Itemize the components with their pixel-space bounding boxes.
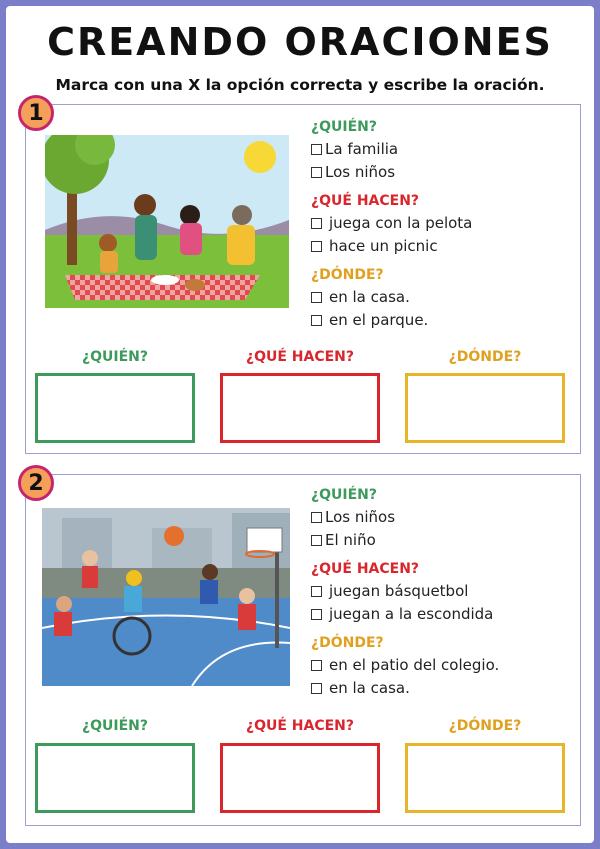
who-group [311, 119, 571, 184]
options-panel [311, 487, 571, 709]
where-group [311, 635, 571, 700]
who-heading: ¿QUIÉN? [311, 119, 378, 135]
option-label: juegan básquetbol [329, 582, 469, 600]
option-label: juegan a la escondida [329, 605, 494, 623]
option-item [311, 677, 571, 700]
answer-what-label: ¿QUÉ HACEN? [245, 349, 355, 365]
answer-who-label: ¿QUIÉN? [81, 718, 148, 734]
checkbox[interactable] [311, 660, 322, 671]
answer-where-box[interactable] [405, 373, 565, 443]
option-item [311, 235, 571, 258]
answer-who-box[interactable] [35, 743, 195, 813]
answer-what-label: ¿QUÉ HACEN? [245, 718, 355, 734]
checkbox[interactable] [311, 683, 322, 694]
option-label: juega con la pelota [329, 214, 473, 232]
who-group [311, 487, 571, 552]
option-item [311, 529, 571, 552]
instruction-text: Marca con una X la opción correcta y escribe la oración. [55, 76, 545, 94]
option-item [311, 138, 571, 161]
option-label: Los niños [325, 163, 396, 181]
checkbox[interactable] [311, 292, 322, 303]
where-group [311, 267, 571, 332]
exercise-number-badge: 2 [18, 465, 54, 501]
checkbox[interactable] [311, 586, 322, 597]
what-heading: ¿QUÉ HACEN? [311, 561, 420, 577]
answer-where-box[interactable] [405, 743, 565, 813]
option-item [311, 603, 571, 626]
checkbox[interactable] [311, 609, 322, 620]
answer-who-label: ¿QUIÉN? [81, 349, 148, 365]
option-item [311, 286, 571, 309]
option-item [311, 309, 571, 332]
worksheet-page [6, 6, 594, 843]
options-panel [311, 119, 571, 341]
option-item [311, 161, 571, 184]
option-label: en la casa. [329, 288, 410, 306]
option-label: en el parque. [329, 311, 429, 329]
page-title: CREANDO ORACIONES [47, 20, 553, 64]
option-item [311, 506, 571, 529]
answer-what-box[interactable] [220, 743, 380, 813]
basketball-illustration [42, 508, 290, 686]
option-item [311, 212, 571, 235]
exercise-2 [25, 470, 581, 826]
checkbox[interactable] [311, 535, 322, 546]
where-heading: ¿DÓNDE? [311, 267, 384, 283]
checkbox[interactable] [311, 241, 322, 252]
what-heading: ¿QUÉ HACEN? [311, 193, 420, 209]
checkbox[interactable] [311, 144, 322, 155]
option-label: hace un picnic [329, 237, 438, 255]
checkbox[interactable] [311, 315, 322, 326]
option-label: en la casa. [329, 679, 410, 697]
option-label: La familia [325, 140, 399, 158]
option-label: en el patio del colegio. [329, 656, 500, 674]
answer-who-box[interactable] [35, 373, 195, 443]
option-label: El niño [325, 531, 376, 549]
answer-what-box[interactable] [220, 373, 380, 443]
what-group [311, 561, 571, 626]
option-item [311, 580, 571, 603]
who-heading: ¿QUIÉN? [311, 487, 378, 503]
what-group [311, 193, 571, 258]
checkbox[interactable] [311, 167, 322, 178]
exercise-1 [25, 100, 581, 454]
option-item [311, 654, 571, 677]
answer-where-label: ¿DÓNDE? [448, 718, 522, 734]
option-label: Los niños [325, 508, 396, 526]
picnic-illustration [45, 135, 289, 308]
checkbox[interactable] [311, 512, 322, 523]
exercise-number-badge: 1 [18, 95, 54, 131]
answer-where-label: ¿DÓNDE? [448, 349, 522, 365]
where-heading: ¿DÓNDE? [311, 635, 384, 651]
checkbox[interactable] [311, 218, 322, 229]
